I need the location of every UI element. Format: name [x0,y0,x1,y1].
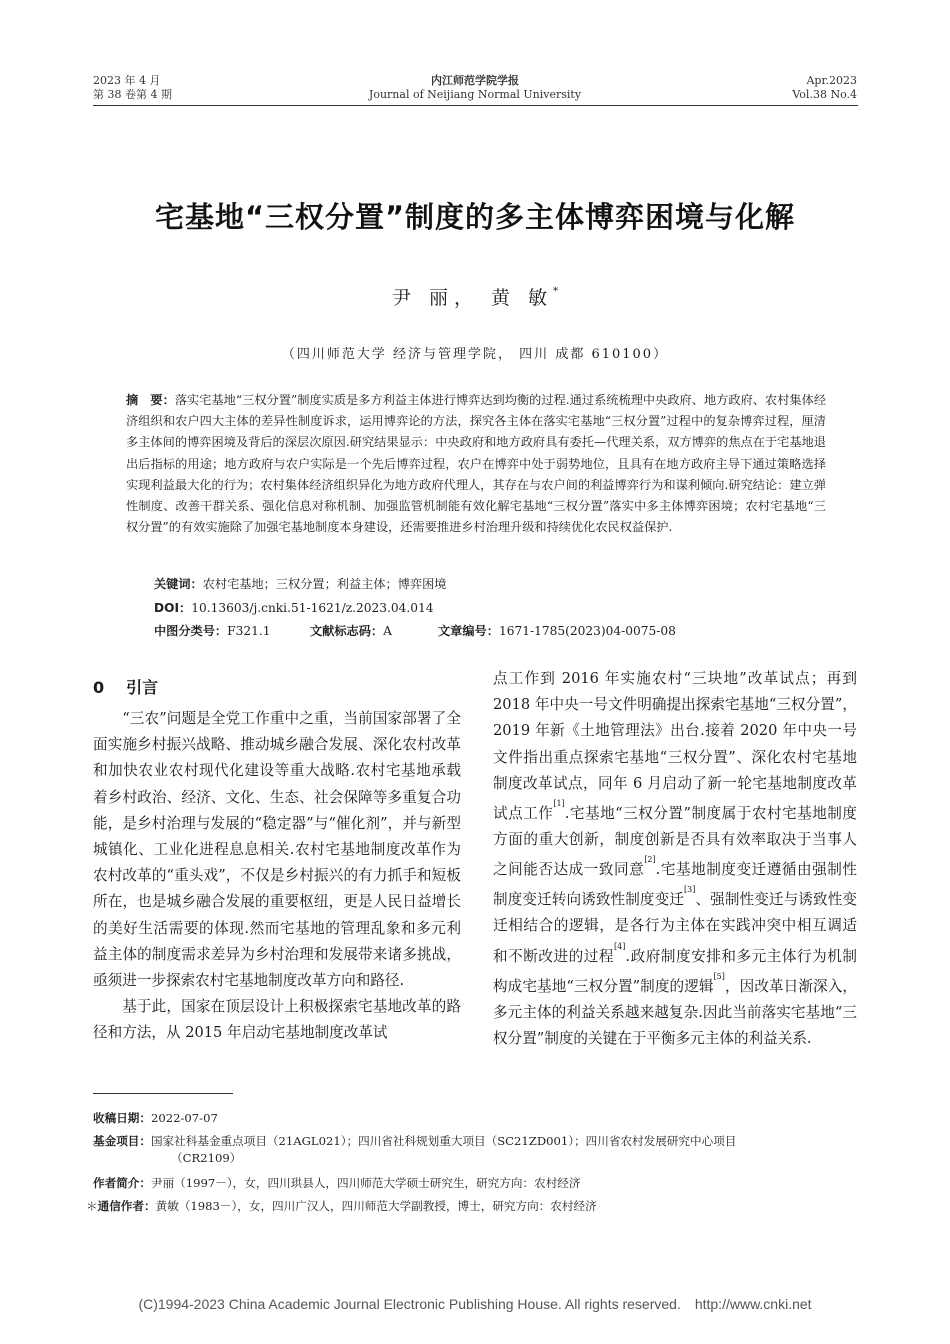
doc-code: A [383,624,392,638]
body-left-column [93,706,461,1047]
issue-date-cn: 2023 年 4 月 [93,74,161,87]
issue-date-en: Apr.2023 [806,74,857,87]
doi-label: DOI： [154,601,192,615]
affiliation: （四川师范大学 经济与管理学院， 四川 成都 610100） [281,347,669,362]
keywords-text: 农村宅基地；三权分置；利益主体；博弈困境 [202,577,447,591]
clc-code: F321.1 [227,624,271,638]
corresponding-mark: ＊ [86,1199,98,1213]
section-number: 0 [93,678,105,697]
section-heading [93,675,158,698]
running-header-center [300,74,650,102]
journal-name-cn: 内江师范学院学报 [431,74,519,87]
abstract-label: 摘 要： [126,393,175,407]
article-title: 宅基地“三权分置”制度的多主体博弈困境与化解 [154,200,796,234]
authors [0,283,950,310]
footnote-received: 收稿日期：2022-07-07 [93,1111,218,1125]
section-title: 引言 [126,678,159,697]
copyright-line [0,1296,950,1312]
corresponding-mark: * [553,285,559,297]
author-names: 尹 丽， 黄 敏 [391,287,554,309]
header-divider [93,105,858,106]
journal-name-en: Journal of Neijiang Normal University [368,88,582,101]
article-number-label: 文章编号： [438,624,499,638]
doi [154,598,834,619]
doi-text: 10.13603/j.cnki.51-1621/z.2023.04.014 [191,601,434,615]
running-header-left [93,74,172,102]
copyright-text: (C)1994-2023 China Academic Journal Electronic Publishing House. All rights reserved. [138,1296,681,1312]
keywords [154,574,834,595]
copyright-url: http://www.cnki.net [694,1296,812,1312]
volume-en: Vol.38 No.4 [792,88,857,101]
paragraph: 点工作到 2016 年实施农村“三块地”改革试点；再到 2018 年中央一号文件明确提出探索宅基地“三权分置”，2019 年新《土地管理法》出台.接着 2020 年中央一号文件指出重点探索宅基地“三权分置”、深化农村宅基地制度改革试点，同年 6 月启动了新一轮宅基地制度改革试点工作[1].宅基地“三权分置”制度属于农村宅基地制度方面的重大创新，制度创新是否具有效率取决于当事人之间能否达成一致同意[2].宅基地制度变迁遵循由强制性制度变迁转向诱致性制度变迁[3]、强制性变迁与诱致性变迁相结合的逻辑，是各行为主体在实践冲突中相互调适和不断改进的过程[4].政府制度安排和多元主体行为机制构成宅基地“三权分置”制度的逻辑[5]，因改革日渐深入，多元主体的利益关系越来越复杂.因此当前落实宅基地“三权分置”制度的关键在于平衡多元主体的利益关系. [493,670,857,1047]
abstract [126,390,826,538]
paragraph: “三农”问题是全党工作重中之重，当前国家部署了全面实施乡村振兴战略、推动城乡融合发展、深化农村改革和加快农业农村现代化建设等重大战略.农村宅基地承载着乡村政治、经济、文化、生态、社会保障等多重复合功能，是乡村治理与发展的“稳定器”与“催化剂”，并与新型城镇化、工业化进程息息相关.农村宅基地制度改革作为农村改革的“重头戏”，不仅是乡村振兴的有力抓手和短板所在，也是城乡融合发展的重要枢纽，更是人民日益增长的美好生活需要的体现.然而宅基地的管理乱象和多元利益主体的制度需求差异为乡村治理和发展带来诸多挑战，亟须进一步探索农村宅基地制度改革方向和路径. [93,710,461,990]
volume-cn: 第 38 卷第 4 期 [93,88,172,101]
footnote-corresponding: ＊通信作者：黄敏（1983－），女，四川广汉人，四川师范大学副教授，博士，研究方向：农村经济 [86,1199,597,1213]
paragraph: 基于此，国家在顶层设计上积极探索宅基地改革的路径和方法，从 2015 年启动宅基地制度改革试 [93,998,461,1042]
footnote-divider [93,1093,233,1094]
citation-ref: [2] [644,855,656,865]
classification [154,621,834,642]
citation-ref: [4] [614,941,626,951]
citation-ref: [1] [553,799,565,809]
footnote-fund: 基金项目：国家社科基金重点项目（21AGL021）；四川省社科规划重大项目（SC21ZD001）；四川省农村发展研究中心项目 （CR2109） [93,1134,737,1165]
clc-label: 中图分类号： [154,624,228,638]
citation-ref: [5] [713,971,725,981]
article-number: 1671-1785(2023)04-0075-08 [498,624,676,638]
body-right-column [493,666,857,1052]
citation-ref: [3] [684,885,696,895]
running-header-right [792,74,857,102]
abstract-text: 落实宅基地“三权分置”制度实质是多方利益主体进行博弈达到均衡的过程.通过系统梳理中央政府、地方政府、农村集体经济组织和农户四大主体的差异性制度诉求，运用博弈论的方法，探究各主体在落实宅基地“三权分置”过程中的复杂博弈过程，厘清多主体间的博弈困境及背后的深层次原因.研究结果显示：中央政府和地方政府具有委托—代理关系，双方博弈的焦点在于宅基地退出后指标的用途；地方政府与农户实际是一个先后博弈过程，农户在博弈中处于弱势地位，且具有在地方政府主导下通过策略选择实现利益最大化的行为；农村集体经济组织异化为地方政府代理人，其存在与农户间的利益博弈行为和谋利倾向.研究结论：建立弹性制度、改善干群关系、强化信息对称机制、加强监管机制能有效化解宅基地“三权分置”落实中多主体博弈困境；农村宅基地“三权分置”的有效实施除了加强宅基地制度本身建设，还需要推进乡村治理升级和持续优化农民权益保护. [126,393,827,535]
footnote-author: 作者简介：尹丽（1997－），女，四川珙县人，四川师范大学硕士研究生，研究方向：农村经济 [93,1176,581,1190]
keywords-label: 关键词： [154,577,203,591]
doc-code-label: 文献标志码： [310,624,384,638]
